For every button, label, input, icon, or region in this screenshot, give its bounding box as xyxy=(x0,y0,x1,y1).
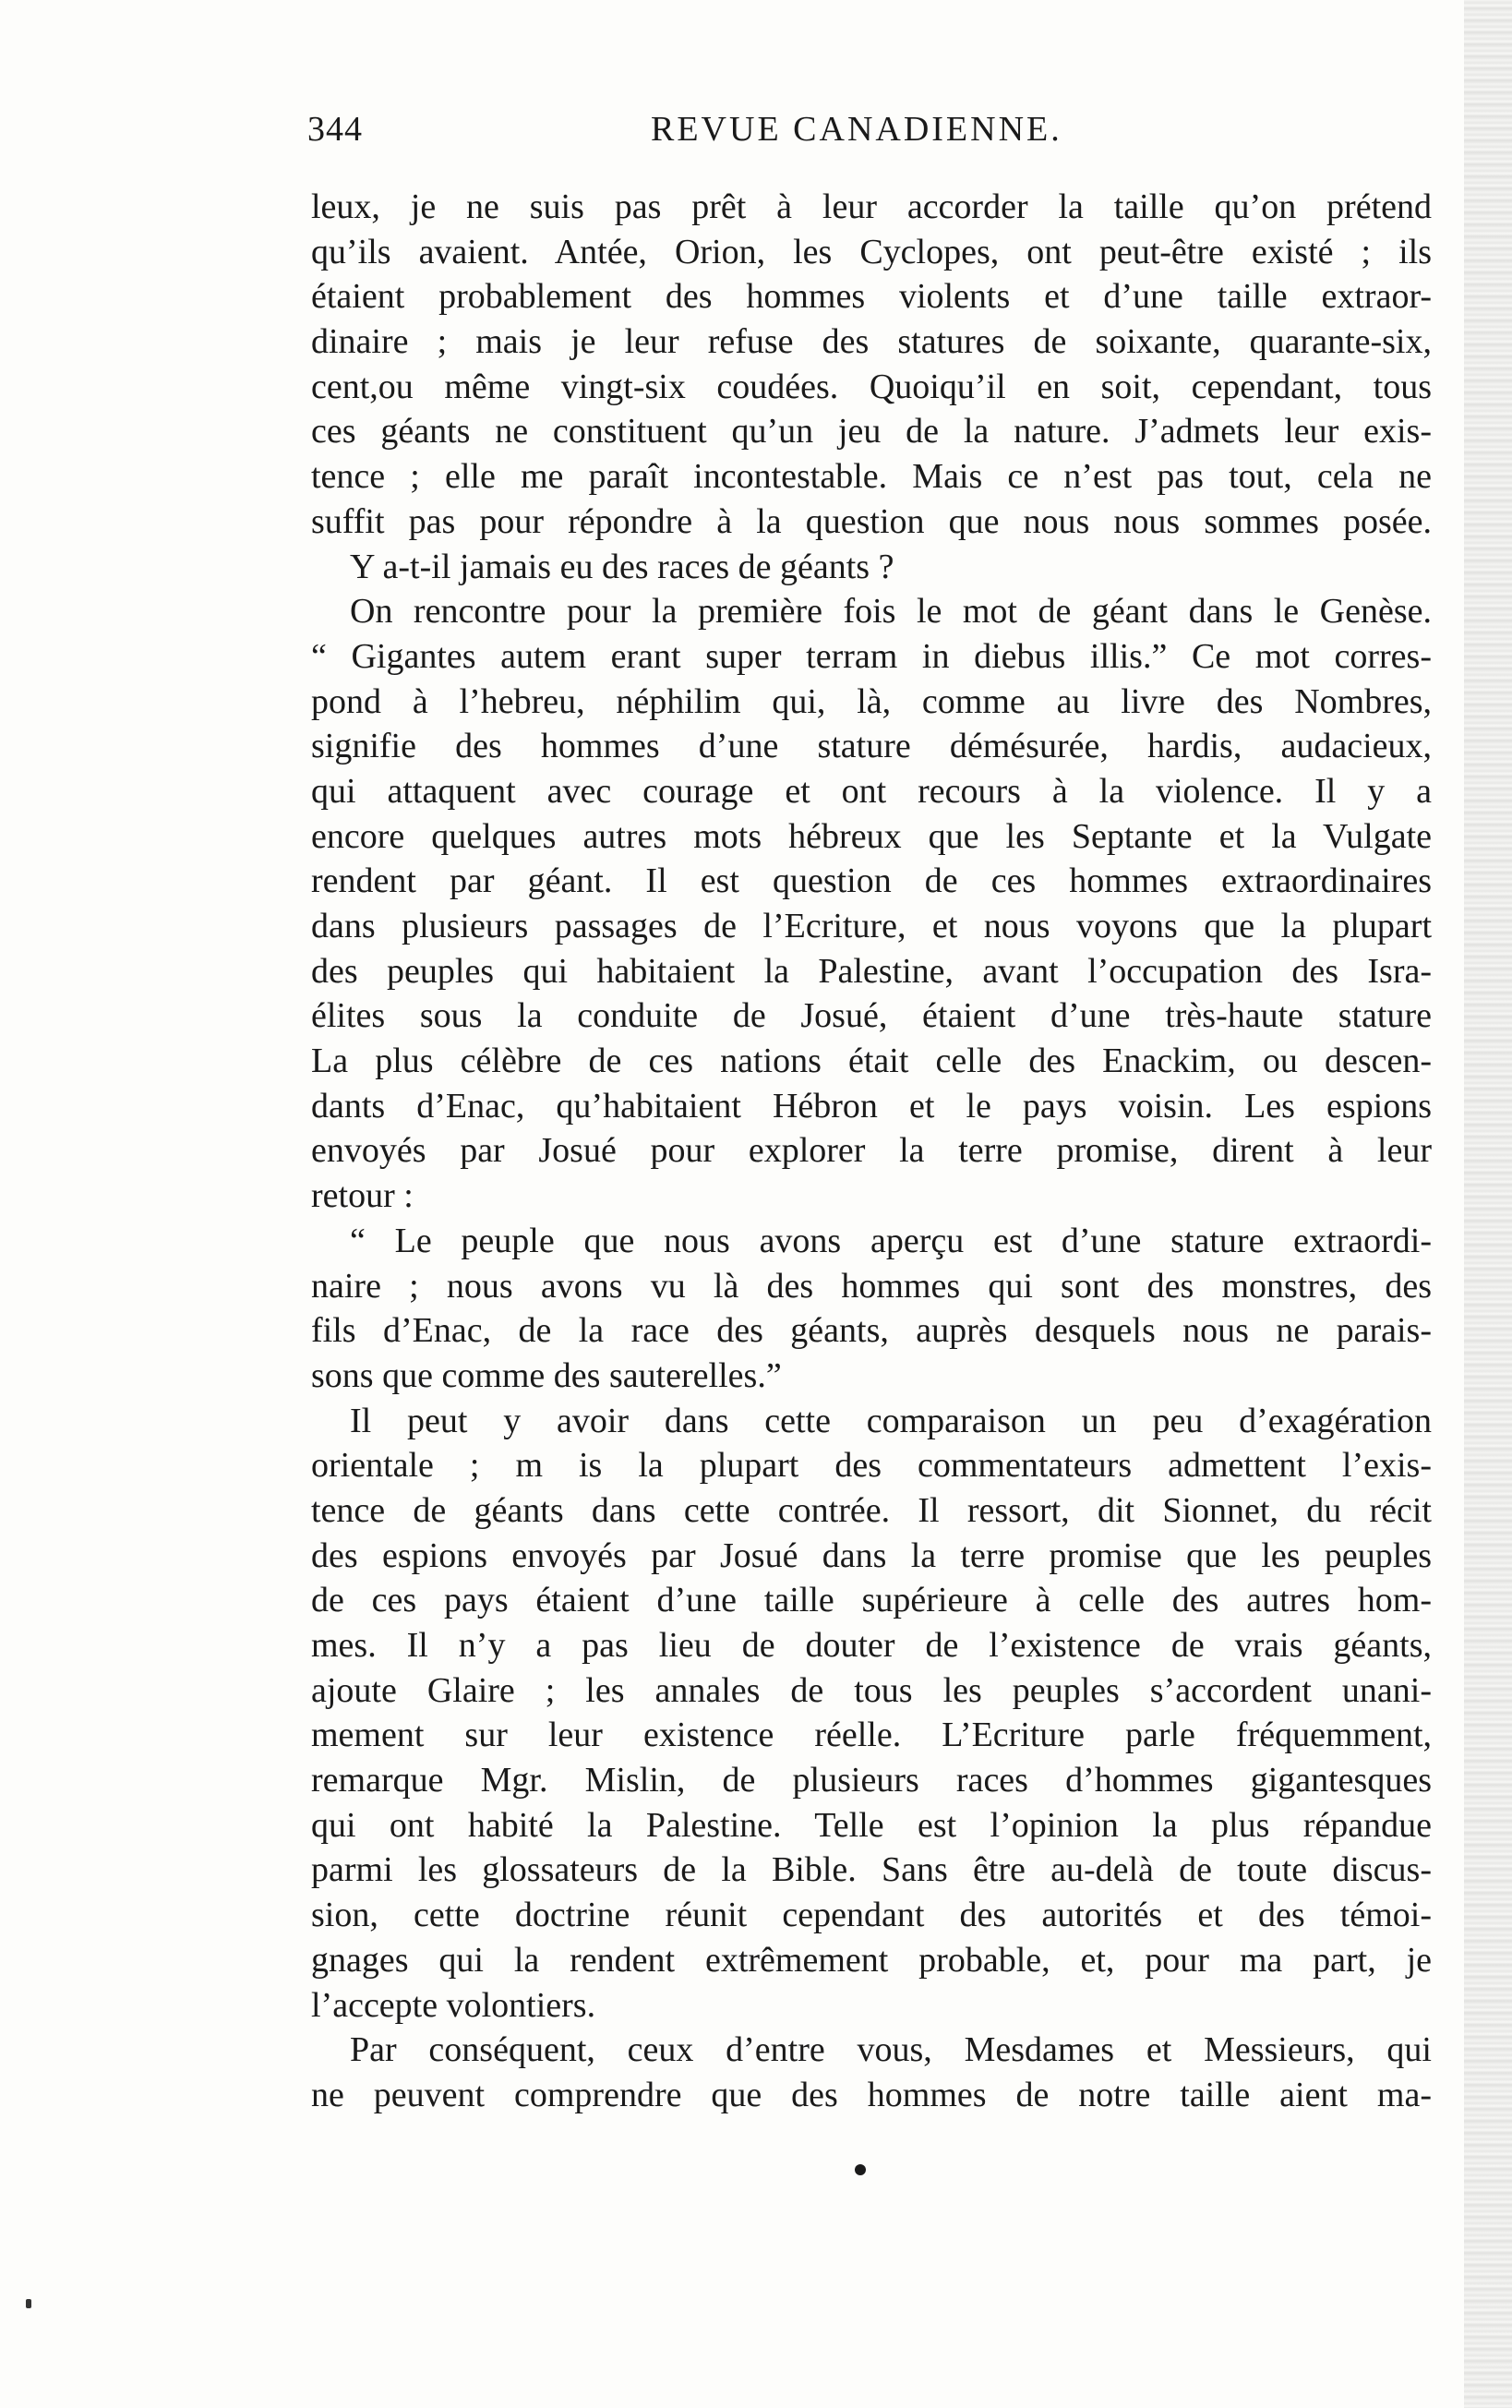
text-line: des espions envoyés par Josué dans la terre promise que les peuples xyxy=(311,1535,1432,1575)
text-line: étaient probablement des hommes violents et d’une taille extraor- xyxy=(311,277,1432,317)
text-line: retour : xyxy=(311,1176,414,1216)
text-line: tence ; elle me paraît incontestable. Mais ce n’est pas tout, cela ne xyxy=(311,457,1432,497)
text-line: signifie des hommes d’une stature démésurée, hardis, audacieux, xyxy=(311,727,1432,766)
text-line: orientale ; m is la plupart des commentateurs admettent l’exis- xyxy=(311,1446,1432,1486)
text-line: des peuples qui habitaient la Palestine, avant l’occupation des Isra- xyxy=(311,951,1432,991)
ink-speck xyxy=(26,2299,31,2308)
text-line: ces géants ne constituent qu’un jeu de la nature. J’admets leur exis- xyxy=(311,412,1432,452)
text-line: On rencontre pour la première fois le mot de géant dans le Genèse. xyxy=(350,592,1432,632)
text-line: “ Le peuple que nous avons aperçu est d’une stature extraordi- xyxy=(350,1221,1432,1260)
text-line: mes. Il n’y a pas lieu de douter de l’existence de vrais géants, xyxy=(311,1626,1432,1665)
text-line: tence de géants dans cette contrée. Il ressort, dit Sionnet, du récit xyxy=(311,1490,1432,1530)
text-line: fils d’Enac, de la race des géants, auprès desquels nous ne parais- xyxy=(311,1311,1432,1351)
text-line: Il peut y avoir dans cette comparaison un peu d’exagération xyxy=(350,1401,1432,1440)
text-line: encore quelques autres mots hébreux que les Septante et la Vulgate xyxy=(311,816,1432,856)
text-line: Y a-t-il jamais eu des races de géants ? xyxy=(350,547,894,586)
text-line: qu’ils avaient. Antée, Orion, les Cyclopes, ont peut-être existé ; ils xyxy=(311,232,1432,271)
page-number: 344 xyxy=(307,110,363,149)
text-line: de ces pays étaient d’une taille supérieure à celle des autres hom- xyxy=(311,1581,1432,1620)
text-line: suffit pas pour répondre à la question que nous nous sommes posée. xyxy=(311,501,1432,541)
text-line: dinaire ; mais je leur refuse des statures de soixante, quarante-six, xyxy=(311,322,1432,362)
text-line: sion, cette doctrine réunit cependant des autorités et des témoi- xyxy=(311,1896,1432,1935)
text-line: remarque Mgr. Mislin, de plusieurs races d’hommes gigantesques xyxy=(311,1761,1432,1800)
text-line: envoyés par Josué pour explorer la terre promise, dirent à leur xyxy=(311,1131,1432,1171)
text-line: qui attaquent avec courage et ont recours à la violence. Il y a xyxy=(311,771,1432,811)
page-header xyxy=(307,109,1230,164)
text-line: qui ont habité la Palestine. Telle est l’opinion la plus répandue xyxy=(311,1805,1432,1845)
text-line: La plus célèbre de ces nations était celle des Enackim, ou descen- xyxy=(311,1041,1432,1081)
text-line: dans plusieurs passages de l’Ecriture, et nous voyons que la plupart xyxy=(311,907,1432,945)
text-line: ne peuvent comprendre que des hommes de notre taille aient ma- xyxy=(311,2075,1432,2114)
text-line: Par conséquent, ceux d’entre vous, Mesdames et Messieurs, qui xyxy=(350,2030,1432,2070)
ink-dot xyxy=(855,2164,866,2175)
text-line: naire ; nous avons vu là des hommes qui sont des monstres, des xyxy=(311,1266,1432,1306)
text-line: parmi les glossateurs de la Bible. Sans être au-delà de toute discus- xyxy=(311,1850,1432,1890)
text-line: gnages qui la rendent extrêmement probable, et, pour ma part, je xyxy=(311,1940,1432,1980)
running-title: REVUE CANADIENNE. xyxy=(651,110,1062,149)
text-line: rendent par géant. Il est question de ces hommes extraordinaires xyxy=(311,861,1432,901)
body-text xyxy=(311,185,1432,2118)
text-line: l’accepte volontiers. xyxy=(311,1985,596,2025)
text-line: dants d’Enac, qu’habitaient Hébron et le pays voisin. Les espions xyxy=(311,1086,1432,1126)
text-line: ajoute Glaire ; les annales de tous les peuples s’accordent unani- xyxy=(311,1670,1432,1710)
text-line: élites sous la conduite de Josué, étaient d’une très-haute stature xyxy=(311,996,1432,1036)
text-line: cent,ou même vingt-six coudées. Quoiqu’il en soit, cependant, tous xyxy=(311,367,1432,406)
text-line: mement sur leur existence réelle. L’Ecriture parle fréquemment, xyxy=(311,1716,1432,1755)
text-line: pond à l’hebreu, néphilim qui, là, comme au livre des Nombres, xyxy=(311,681,1432,721)
text-line: sons que comme des sauterelles.” xyxy=(311,1355,782,1395)
text-line: “ Gigantes autem erant super terram in diebus illis.” Ce mot corres- xyxy=(311,636,1432,676)
page-edge-shadow xyxy=(1464,0,1512,2408)
text-line: leux, je ne suis pas prêt à leur accorder la taille qu’on prétend xyxy=(311,187,1432,226)
